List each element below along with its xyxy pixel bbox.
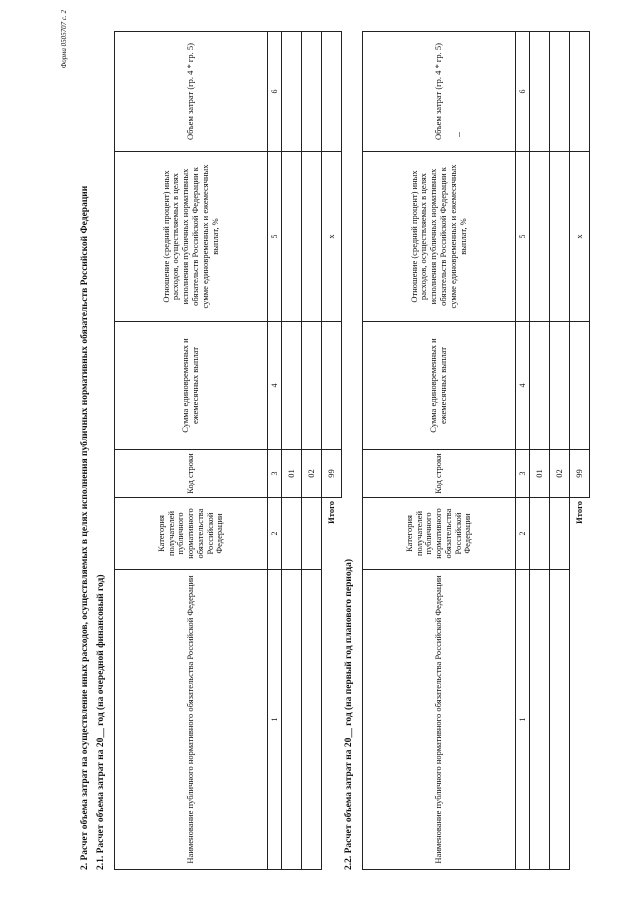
cell-recipient-category[interactable] bbox=[302, 498, 322, 570]
column-number: 2 bbox=[516, 498, 530, 570]
cell-expense-ratio[interactable] bbox=[550, 152, 570, 322]
form-code: Форма 0505707 с. 2 bbox=[60, 10, 68, 69]
section-2-1-title: 2.1. Расчет объема затрат на 20__ год (на очередной финансовый год) bbox=[96, 574, 106, 870]
column-number: 6 bbox=[516, 32, 530, 152]
total-row-code: 99 bbox=[322, 450, 342, 498]
section-2-title: 2. Расчет объема затрат на осуществление иных расходов, осуществляемых в целях исполнения публичных нормативных обязательств Российской Федерации bbox=[80, 185, 90, 870]
cell-obligation-name[interactable] bbox=[282, 570, 302, 870]
cell-expense-ratio[interactable] bbox=[302, 152, 322, 322]
cell-expense-ratio[interactable] bbox=[530, 152, 550, 322]
header-recipient-category: Категория получателей публичного нормативного обязательства Российской Федерации bbox=[115, 498, 268, 570]
scan-speck bbox=[459, 132, 460, 137]
total-payments-sum[interactable] bbox=[570, 322, 590, 450]
total-label: Итого bbox=[573, 501, 584, 524]
header-payments-sum: Сумма единовременных и ежемесячных выплат bbox=[363, 322, 516, 450]
header-expense-ratio: Отношение (средний процент) иных расходов, осуществляемых в целях исполнения публичных нормативных обязательств Российской Федерации к сумме единовременных и ежемесячных выплат, % bbox=[363, 152, 516, 322]
section-2-2-title: 2.2. Расчет объема затрат на 20__ год (на первый год планового периода) bbox=[344, 558, 354, 870]
total-row bbox=[322, 32, 342, 870]
cell-row-code: 01 bbox=[530, 450, 550, 498]
cell-cost-volume[interactable] bbox=[550, 32, 570, 152]
cell-row-code: 01 bbox=[282, 450, 302, 498]
header-obligation-name: Наименование публичного нормативного обязательства Российской Федерации bbox=[363, 570, 516, 870]
total-cost-volume[interactable] bbox=[570, 32, 590, 152]
cell-payments-sum[interactable] bbox=[530, 322, 550, 450]
header-recipient-category: Категория получателей публичного нормативного обязательства Российской Федерации bbox=[363, 498, 516, 570]
cell-payments-sum[interactable] bbox=[302, 322, 322, 450]
calculation-table-2-1 bbox=[114, 31, 342, 870]
table-header-row bbox=[363, 32, 516, 870]
cell-obligation-name[interactable] bbox=[550, 570, 570, 870]
cell-payments-sum[interactable] bbox=[550, 322, 570, 450]
column-numbers-row bbox=[268, 32, 282, 870]
header-row-code: Код строки bbox=[363, 450, 516, 498]
column-number: 1 bbox=[516, 570, 530, 870]
column-number: 3 bbox=[268, 450, 282, 498]
total-blank bbox=[570, 570, 590, 870]
total-row-code: 99 bbox=[570, 450, 590, 498]
cell-obligation-name[interactable] bbox=[302, 570, 322, 870]
column-number: 4 bbox=[516, 322, 530, 450]
total-label: Итого bbox=[325, 501, 336, 524]
cell-row-code: 02 bbox=[550, 450, 570, 498]
cell-recipient-category[interactable] bbox=[282, 498, 302, 570]
header-payments-sum: Сумма единовременных и ежемесячных выплат bbox=[115, 322, 268, 450]
column-number: 1 bbox=[268, 570, 282, 870]
calculation-table-2-2 bbox=[362, 31, 590, 870]
column-number: 5 bbox=[268, 152, 282, 322]
header-cost-volume: Объем затрат (гр. 4 * гр. 5) bbox=[115, 32, 268, 152]
header-expense-ratio: Отношение (средний процент) иных расходов, осуществляемых в целях исполнения публичных нормативных обязательств Российской Федерации к сумме единовременных и ежемесячных выплат, % bbox=[115, 152, 268, 322]
cell-obligation-name[interactable] bbox=[530, 570, 550, 870]
column-number: 6 bbox=[268, 32, 282, 152]
total-row bbox=[570, 32, 590, 870]
table-row bbox=[550, 32, 570, 870]
rotated-form-sheet bbox=[52, 10, 612, 870]
column-number: 3 bbox=[516, 450, 530, 498]
column-numbers-row bbox=[516, 32, 530, 870]
header-cost-volume: Объем затрат (гр. 4 * гр. 5) bbox=[363, 32, 516, 152]
total-expense-ratio: x bbox=[322, 152, 342, 322]
cell-cost-volume[interactable] bbox=[530, 32, 550, 152]
cell-recipient-category[interactable] bbox=[530, 498, 550, 570]
cell-payments-sum[interactable] bbox=[282, 322, 302, 450]
cell-recipient-category[interactable] bbox=[550, 498, 570, 570]
header-obligation-name: Наименование публичного нормативного обязательства Российской Федерации bbox=[115, 570, 268, 870]
table-row bbox=[302, 32, 322, 870]
cell-row-code: 02 bbox=[302, 450, 322, 498]
total-blank bbox=[322, 570, 342, 870]
column-number: 4 bbox=[268, 322, 282, 450]
total-cost-volume[interactable] bbox=[322, 32, 342, 152]
header-row-code: Код строки bbox=[115, 450, 268, 498]
column-number: 5 bbox=[516, 152, 530, 322]
cell-cost-volume[interactable] bbox=[282, 32, 302, 152]
column-number: 2 bbox=[268, 498, 282, 570]
total-payments-sum[interactable] bbox=[322, 322, 342, 450]
cell-cost-volume[interactable] bbox=[302, 32, 322, 152]
table-header-row bbox=[115, 32, 268, 870]
table-row bbox=[530, 32, 550, 870]
table-row bbox=[282, 32, 302, 870]
cell-expense-ratio[interactable] bbox=[282, 152, 302, 322]
total-expense-ratio: x bbox=[570, 152, 590, 322]
